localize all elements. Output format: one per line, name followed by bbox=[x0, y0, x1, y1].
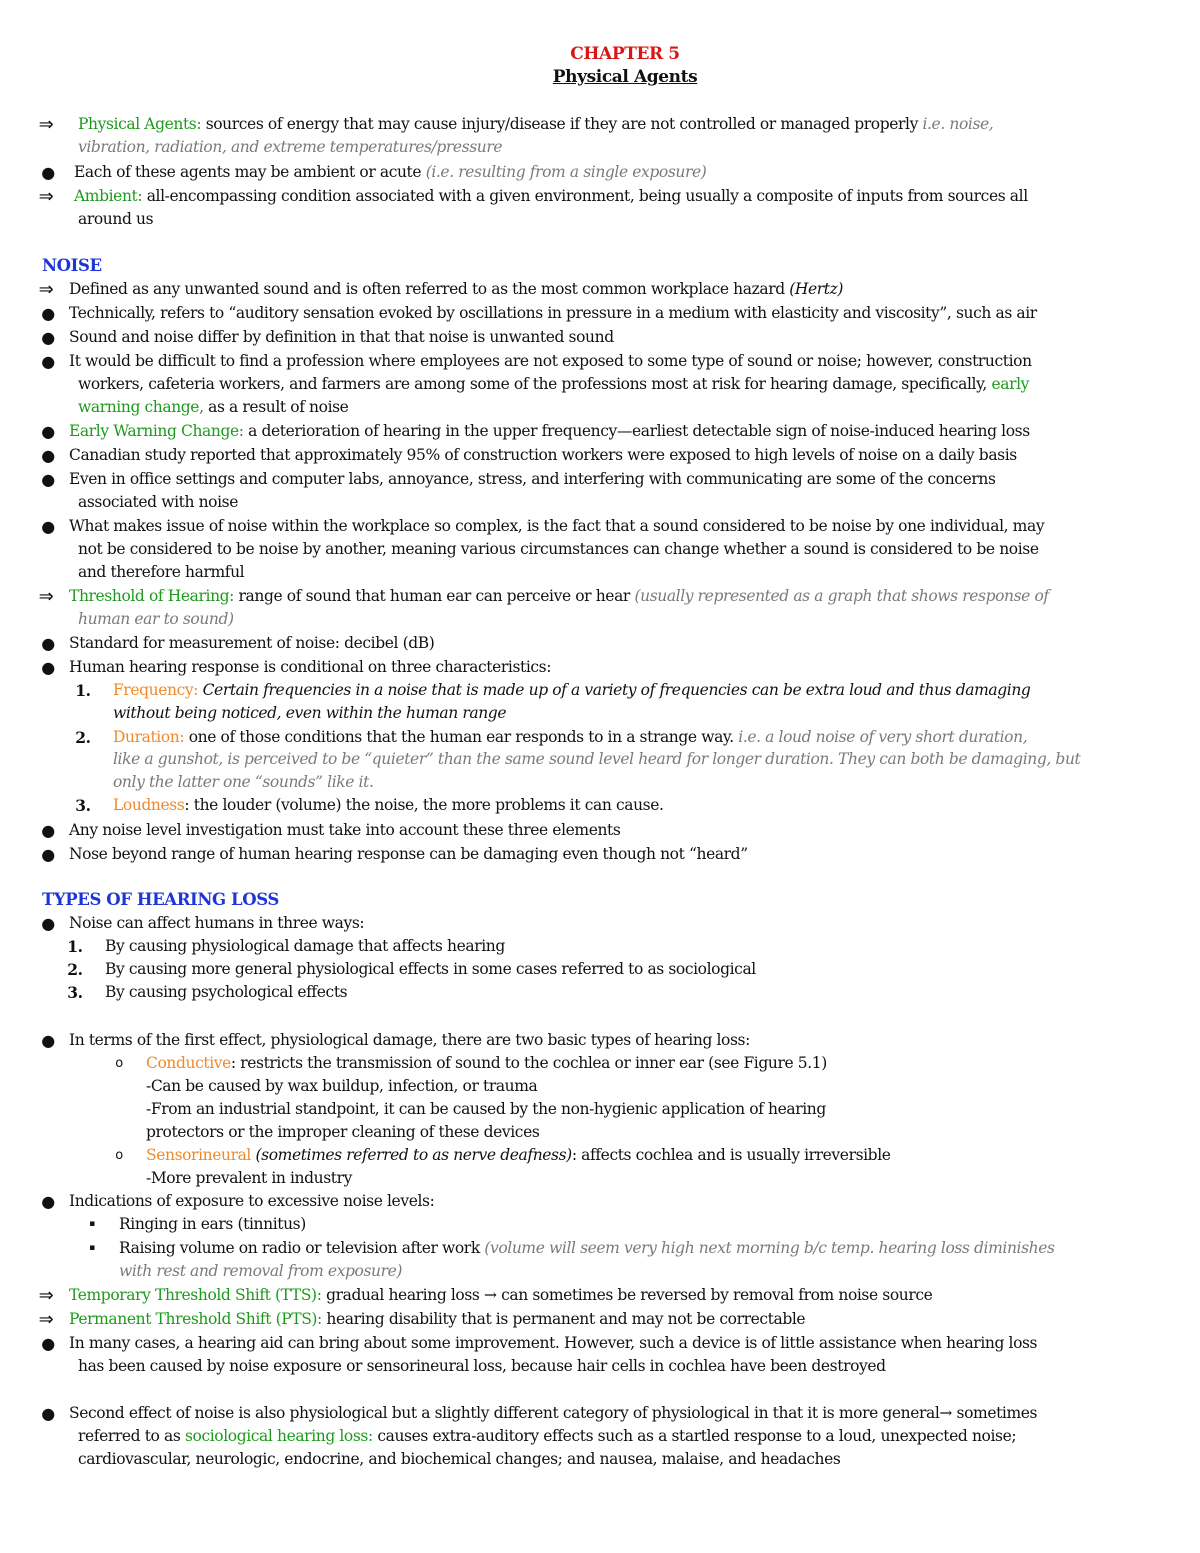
arrow-marker: ⇒ bbox=[38, 114, 54, 135]
circle-marker: o bbox=[115, 1056, 123, 1071]
loss-line: -More prevalent in industry bbox=[146, 1169, 352, 1187]
noise-line: What makes issue of noise within the workplace so complex, is the fact that a sound considered to be noise by one individual, may bbox=[69, 517, 1045, 535]
list-number: 2. bbox=[67, 960, 83, 979]
loss-line: In many cases, a hearing aid can bring about some improvement. However, such a device is of little assistance when hearing loss bbox=[69, 1334, 1038, 1352]
bullet-marker: ● bbox=[41, 1334, 55, 1353]
loss-line: In terms of the first effect, physiological damage, there are two basic types of hearing loss: bbox=[69, 1031, 750, 1049]
loss-line: Noise can affect humans in three ways: bbox=[69, 914, 365, 932]
loss-line: -From an industrial standpoint, it can be caused by the non-hygienic application of hearing bbox=[146, 1100, 826, 1118]
noise-line: and therefore harmful bbox=[78, 563, 245, 581]
noise-line: associated with noise bbox=[78, 493, 238, 511]
bullet-marker: ● bbox=[41, 163, 55, 182]
arrow-marker: ⇒ bbox=[38, 1285, 54, 1306]
noise-line: Early Warning Change: a deterioration of hearing in the upper frequency—earliest detectable sign of noise-induced hearing loss bbox=[69, 422, 1030, 440]
loss-line: cardiovascular, neurologic, endocrine, and biochemical changes; and nausea, malaise, and headaches bbox=[78, 1450, 841, 1468]
loss-line: Conductive: restricts the transmission of sound to the cochlea or inner ear (see Figure 5.1) bbox=[146, 1054, 827, 1072]
noise-line: human ear to sound) bbox=[78, 610, 234, 628]
arrow-marker: ⇒ bbox=[38, 186, 54, 207]
square-marker: ▪ bbox=[89, 1219, 95, 1229]
bullet-marker: ● bbox=[41, 304, 55, 323]
intro-line: Ambient: all-encompassing condition associated with a given environment, being usually a composite of inputs from sources all bbox=[74, 187, 1028, 205]
loss-line: By causing psychological effects bbox=[105, 983, 348, 1001]
loss-line: Second effect of noise is also physiological but a slightly different category of physiological in that it is more general→ sometimes bbox=[69, 1404, 1038, 1422]
arrow-marker: ⇒ bbox=[38, 279, 54, 300]
loss-line: has been caused by noise exposure or sensorineural loss, because hair cells in cochlea have been destroyed bbox=[78, 1357, 886, 1375]
loss-line: Raising volume on radio or television after work (volume will seem very high next morning b/c temp. hearing loss diminishes bbox=[119, 1239, 1055, 1257]
bullet-marker: ● bbox=[41, 1031, 55, 1050]
loss-line: Indications of exposure to excessive noise levels: bbox=[69, 1192, 435, 1210]
loss-line: Sensorineural (sometimes referred to as nerve deafness): affects cochlea and is usually irreversible bbox=[146, 1146, 891, 1164]
loss-line: By causing more general physiological effects in some cases referred to as sociological bbox=[105, 960, 756, 978]
list-number: 1. bbox=[67, 937, 83, 956]
bullet-marker: ● bbox=[41, 328, 55, 347]
chapter-subtitle: Physical Agents bbox=[552, 67, 698, 87]
arrow-marker: ⇒ bbox=[38, 586, 54, 607]
bullet-marker: ● bbox=[41, 422, 55, 441]
characteristic-line: only the latter one “sounds” like it. bbox=[113, 773, 374, 791]
noise-line: Even in office settings and computer labs, annoyance, stress, and interfering with communicating are some of the concerns bbox=[69, 470, 996, 488]
square-marker: ▪ bbox=[89, 1243, 95, 1253]
bullet-marker: ● bbox=[41, 1192, 55, 1211]
characteristic-line: Duration: one of those conditions that the human ear responds to in a strange way. i.e. a loud noise of very short duration, bbox=[113, 728, 1028, 746]
characteristic-line: without being noticed, even within the human range bbox=[113, 704, 507, 722]
list-number: 3. bbox=[75, 796, 91, 815]
chapter-title: CHAPTER 5 bbox=[570, 44, 680, 64]
noise-line: Defined as any unwanted sound and is often referred to as the most common workplace hazard (Hertz) bbox=[69, 280, 844, 298]
list-number: 2. bbox=[75, 728, 91, 747]
noise-line: workers, cafeteria workers, and farmers are among some of the professions most at risk for hearing damage, specifically, early bbox=[78, 375, 1029, 393]
loss-line: referred to as sociological hearing loss: causes extra-auditory effects such as a startled response to a loud, unexpected noise; bbox=[78, 1427, 1017, 1445]
bullet-marker: ● bbox=[41, 352, 55, 371]
intro-line: vibration, radiation, and extreme temperatures/pressure bbox=[78, 138, 503, 156]
bullet-marker: ● bbox=[41, 634, 55, 653]
noise-line: It would be difficult to find a profession where employees are not exposed to some type of sound or noise; however, construction bbox=[69, 352, 1032, 370]
bullet-marker: ● bbox=[41, 446, 55, 465]
intro-line: around us bbox=[78, 210, 154, 228]
loss-line: Permanent Threshold Shift (PTS): hearing disability that is permanent and may not be correctable bbox=[69, 1310, 806, 1328]
arrow-marker: ⇒ bbox=[38, 1309, 54, 1330]
noise-line: Standard for measurement of noise: decibel (dB) bbox=[69, 634, 435, 652]
intro-line: Physical Agents: sources of energy that may cause injury/disease if they are not controlled or managed properly i.e. noise, bbox=[78, 115, 994, 133]
bullet-marker: ● bbox=[41, 1404, 55, 1423]
loss-line: -Can be caused by wax buildup, infection, or trauma bbox=[146, 1077, 538, 1095]
characteristic-line: like a gunshot, is perceived to be “quieter” than the same sound level heard for longer duration. They can both be damaging, but bbox=[113, 750, 1081, 768]
bullet-marker: ● bbox=[41, 914, 55, 933]
noise-line: Sound and noise differ by definition in that that noise is unwanted sound bbox=[69, 328, 614, 346]
section-heading-hearing-loss: TYPES OF HEARING LOSS bbox=[42, 890, 279, 909]
bullet-marker: ● bbox=[41, 470, 55, 489]
noise-line: Nose beyond range of human hearing response can be damaging even though not “heard” bbox=[69, 845, 748, 863]
section-heading-noise: NOISE bbox=[42, 256, 102, 275]
circle-marker: o bbox=[115, 1148, 123, 1163]
noise-line: Threshold of Hearing: range of sound that human ear can perceive or hear (usually represented as a graph that shows response of bbox=[69, 587, 1049, 605]
noise-line: Canadian study reported that approximately 95% of construction workers were exposed to high levels of noise on a daily basis bbox=[69, 446, 1017, 464]
characteristic-line: Loudness: the louder (volume) the noise, the more problems it can cause. bbox=[113, 796, 664, 814]
noise-line: not be considered to be noise by another, meaning various circumstances can change whether a sound is considered to be noise bbox=[78, 540, 1039, 558]
bullet-marker: ● bbox=[41, 658, 55, 677]
characteristic-line: Frequency: Certain frequencies in a noise that is made up of a variety of frequencies can be extra loud and thus damaging bbox=[113, 681, 1031, 699]
loss-line: Temporary Threshold Shift (TTS): gradual hearing loss → can sometimes be reversed by removal from noise source bbox=[69, 1286, 933, 1304]
noise-line: Human hearing response is conditional on three characteristics: bbox=[69, 658, 552, 676]
noise-line: warning change, as a result of noise bbox=[78, 398, 349, 416]
intro-line: Each of these agents may be ambient or acute (i.e. resulting from a single exposure) bbox=[74, 163, 707, 181]
list-number: 3. bbox=[67, 983, 83, 1002]
loss-line: Ringing in ears (tinnitus) bbox=[119, 1215, 306, 1233]
list-number: 1. bbox=[75, 681, 91, 700]
bullet-marker: ● bbox=[41, 821, 55, 840]
noise-line: Technically, refers to “auditory sensation evoked by oscillations in pressure in a medium with elasticity and viscosity”, such as air bbox=[69, 304, 1037, 322]
loss-line: By causing physiological damage that affects hearing bbox=[105, 937, 505, 955]
loss-line: with rest and removal from exposure) bbox=[119, 1262, 403, 1280]
bullet-marker: ● bbox=[41, 517, 55, 536]
loss-line: protectors or the improper cleaning of these devices bbox=[146, 1123, 540, 1141]
noise-line: Any noise level investigation must take into account these three elements bbox=[69, 821, 621, 839]
bullet-marker: ● bbox=[41, 845, 55, 864]
